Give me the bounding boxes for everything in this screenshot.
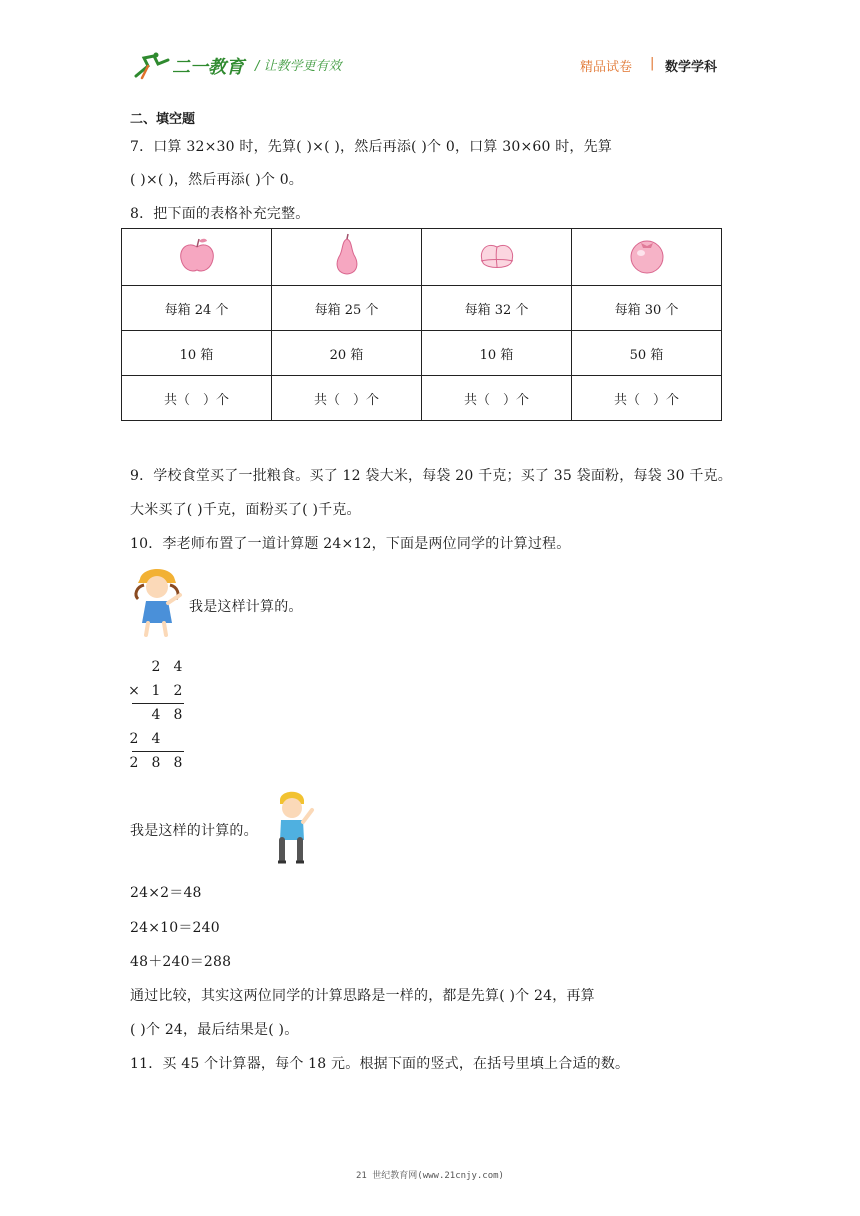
girl-speech: 我是这样计算的。 bbox=[189, 599, 303, 615]
slogan-text: 让教学更有效 bbox=[263, 59, 342, 74]
tomato-icon bbox=[627, 235, 667, 275]
table-cell: 共（ ）个 bbox=[572, 376, 722, 421]
table-cell: 共（ ）个 bbox=[422, 376, 572, 421]
q8-prompt: 8．把下面的表格补充完整。 bbox=[130, 206, 310, 222]
digit: 2 bbox=[173, 683, 183, 699]
times-sign: × bbox=[128, 683, 140, 699]
apple-icon bbox=[177, 235, 217, 275]
boy-speech: 我是这样的计算的。 bbox=[130, 823, 258, 839]
slogan: / 让教学更有效 bbox=[255, 59, 342, 74]
table-cell: 每箱 25 个 bbox=[272, 286, 422, 331]
q10-prompt: 10．李老师布置了一道计算题 24×12，下面是两位同学的计算过程。 bbox=[130, 536, 571, 552]
q10-conclusion-line2: ( )个 24，最后结果是( )。 bbox=[130, 1022, 299, 1038]
table-row bbox=[122, 286, 722, 331]
header-label-subject: 数学学科 bbox=[665, 60, 718, 75]
header-label-premium: 精品试卷 bbox=[580, 60, 633, 75]
step-3: 48＋240＝288 bbox=[130, 954, 232, 970]
digit: 1 bbox=[151, 683, 161, 699]
table-cell: 每箱 30 个 bbox=[572, 286, 722, 331]
fruit-table bbox=[121, 228, 722, 421]
header-separator: | bbox=[650, 56, 655, 71]
divider-line bbox=[132, 703, 184, 704]
girl-student-icon bbox=[130, 565, 186, 637]
step-1: 24×2＝48 bbox=[130, 885, 202, 901]
digit: 2 bbox=[129, 731, 139, 747]
table-row bbox=[122, 229, 722, 286]
digit: 8 bbox=[173, 707, 183, 723]
peach-icon bbox=[475, 237, 519, 273]
table-cell: 50 箱 bbox=[572, 331, 722, 376]
digit: 8 bbox=[173, 755, 183, 771]
table-cell: 共（ ）个 bbox=[122, 376, 272, 421]
digit: 8 bbox=[151, 755, 161, 771]
logo bbox=[134, 50, 244, 82]
q11-prompt: 11．买 45 个计算器，每个 18 元。根据下面的竖式，在括号里填上合适的数。 bbox=[130, 1056, 630, 1072]
digit: 2 bbox=[151, 659, 161, 675]
digit: 4 bbox=[151, 707, 161, 723]
table-row bbox=[122, 331, 722, 376]
table-cell: 共（ ）个 bbox=[272, 376, 422, 421]
table-cell bbox=[572, 229, 722, 286]
q7-line1: 7．口算 32×30 时，先算( )×( )，然后再添( )个 0，口算 30×60 时，先算 bbox=[130, 139, 613, 155]
table-cell bbox=[272, 229, 422, 286]
table-row bbox=[122, 376, 722, 421]
table-cell bbox=[422, 229, 572, 286]
table-cell: 每箱 32 个 bbox=[422, 286, 572, 331]
runner-logo-icon bbox=[134, 52, 170, 80]
q7-line2: ( )×( )，然后再添( )个 0。 bbox=[130, 172, 304, 188]
digit: 2 bbox=[129, 755, 139, 771]
pear-icon bbox=[327, 233, 367, 277]
section-title: 二、填空题 bbox=[130, 112, 196, 127]
logo-text: 二一教育 bbox=[172, 57, 244, 78]
page-footer: 21 世纪教育网(www.21cnjy.com) bbox=[356, 1171, 504, 1181]
table-cell: 20 箱 bbox=[272, 331, 422, 376]
digit: 4 bbox=[151, 731, 161, 747]
step-2: 24×10＝240 bbox=[130, 920, 220, 936]
table-cell: 每箱 24 个 bbox=[122, 286, 272, 331]
q9-line1: 9．学校食堂买了一批粮食。买了 12 袋大米，每袋 20 千克；买了 35 袋面粉，每袋 30 千克。 bbox=[130, 468, 732, 484]
q9-line2: 大米买了( )千克，面粉买了( )千克。 bbox=[130, 502, 361, 518]
divider-line bbox=[132, 751, 184, 752]
table-cell: 10 箱 bbox=[422, 331, 572, 376]
digit: 4 bbox=[173, 659, 183, 675]
boy-student-icon bbox=[268, 788, 316, 866]
table-cell: 10 箱 bbox=[122, 331, 272, 376]
table-cell bbox=[122, 229, 272, 286]
q10-conclusion-line1: 通过比较，其实这两位同学的计算思路是一样的，都是先算( )个 24，再算 bbox=[130, 988, 595, 1004]
